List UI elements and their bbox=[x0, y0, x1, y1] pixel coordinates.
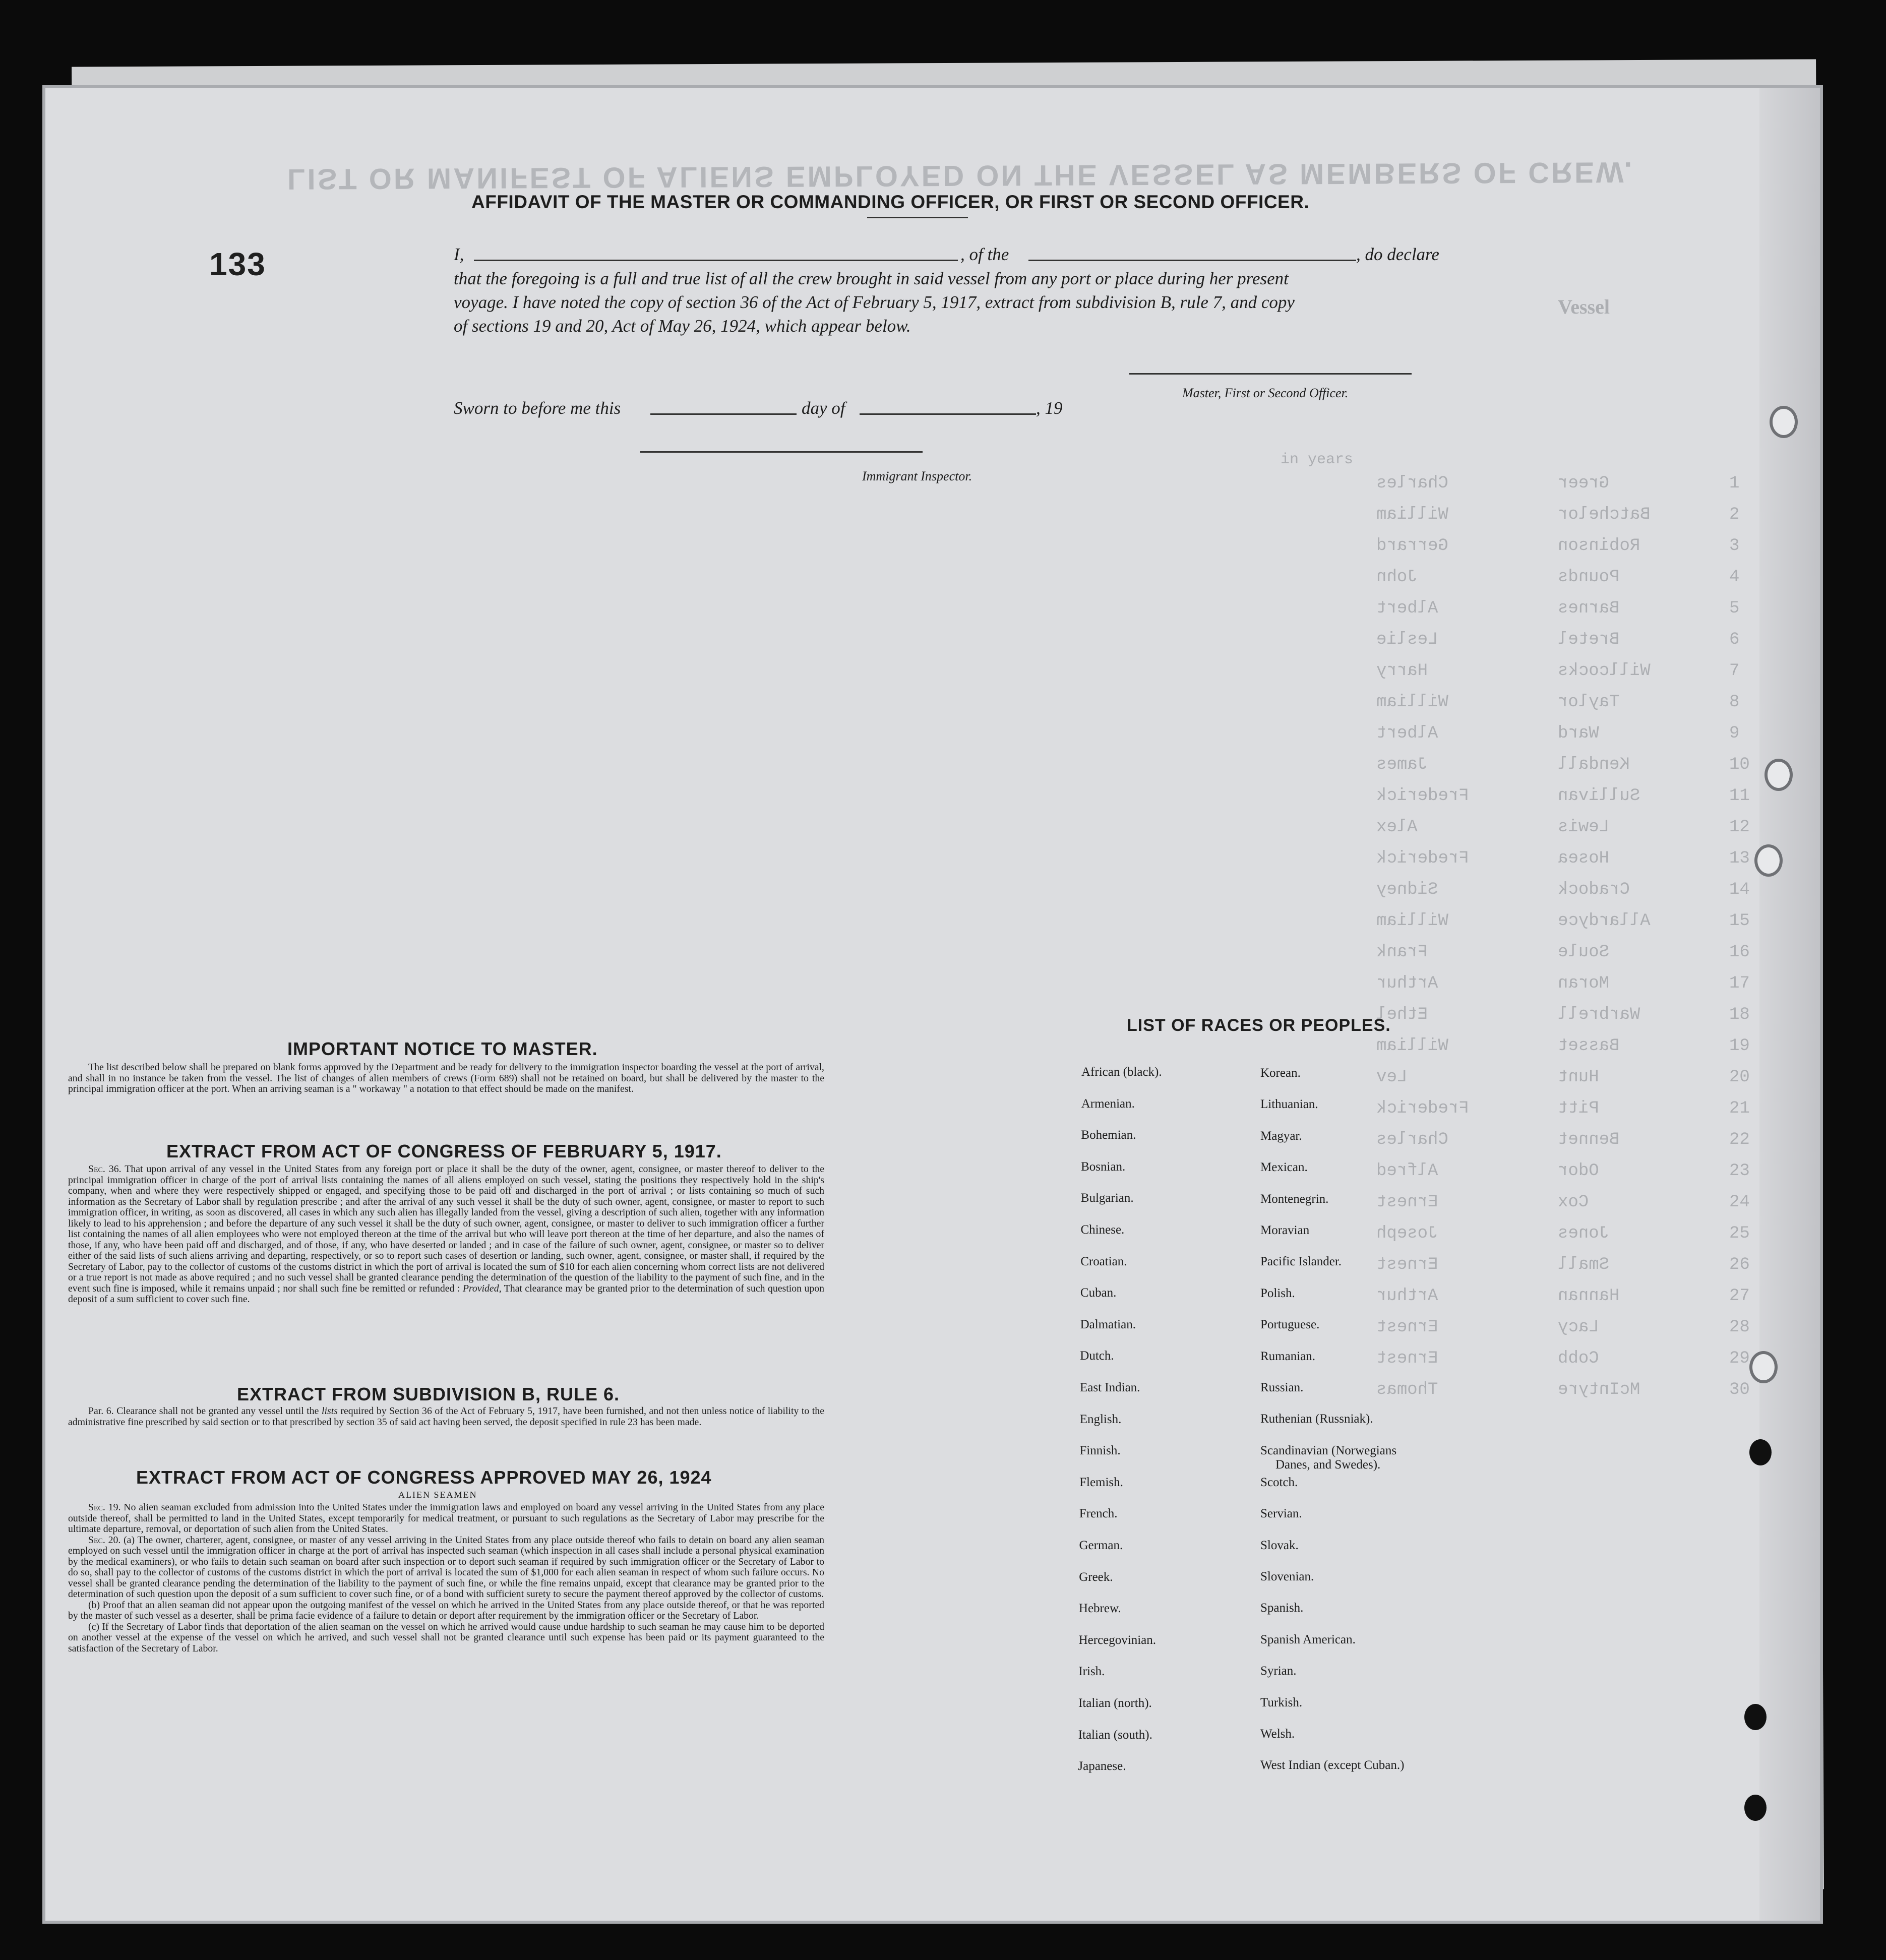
race-item: Montenegrin. bbox=[1260, 1192, 1329, 1206]
master-signature-field[interactable] bbox=[1129, 373, 1412, 375]
bleed-through-age-label: in years bbox=[1281, 451, 1354, 468]
bleed-through-row-number: 11 bbox=[1729, 786, 1750, 806]
bleed-through-surname: Odor bbox=[1558, 1161, 1599, 1181]
sec-20-label: Sec. 20. bbox=[88, 1534, 121, 1546]
bleed-through-surname: Hannan bbox=[1558, 1287, 1620, 1306]
sec-20a-text: (a) The owner, charterer, agent, consignee, or master of any vessel arriving in the United States from any place outside thereof who fails to detain on board any alien seaman employed on such vessel until the immigration officer in charge at the port of arrival has inspected such seaman (which inspection in all cases shall include a personal physical examination by the medical examiners), or who fails to detain such seaman on board after such inspection or to deport such seaman if required by such immigration officer or the Secretary of Labor to do so, shall pay to the collector of customs of the customs district in which the port of arrival is located the sum of $1,000 for each alien seaman in respect of whom such failure occurs. No vessel shall be granted clearance pending the determination of the liability to the payment of such fine, or while the fine remains unpaid, except that clearance may be granted prior to the determination of such question upon the deposit of a sum sufficient to cover such fine, or of a bond with sufficient surety to secure the payment thereof approved by the collector of customs. bbox=[68, 1534, 824, 1600]
bleed-through-given-name: Arthur bbox=[1376, 1287, 1438, 1306]
race-item: Servian. bbox=[1260, 1507, 1302, 1521]
bleed-through-given-name: William bbox=[1376, 693, 1448, 712]
bleed-through-row-number: 19 bbox=[1729, 1036, 1750, 1056]
bleed-through-surname: Moran bbox=[1558, 974, 1610, 993]
race-item: Spanish American. bbox=[1260, 1632, 1356, 1646]
sec-20c-text: (c) If the Secretary of Labor finds that deportation of the alien seaman on the vessel on which he arrived would cause undue hardship to such seaman he may cause him to be deported on another vessel at the expense of the vessel on which he arrived, and such vessel shall not be granted clearance until such expense has been paid or its payment guaranteed to the satisfaction of the Secretary of Labor. bbox=[68, 1621, 824, 1654]
bleed-through-surname: Basset bbox=[1558, 1036, 1620, 1056]
race-item: Spanish. bbox=[1260, 1601, 1304, 1615]
bleed-through-row-number: 23 bbox=[1729, 1161, 1750, 1181]
bleed-through-surname: McIntyre bbox=[1558, 1380, 1640, 1399]
race-item: West Indian (except Cuban.) bbox=[1260, 1758, 1405, 1772]
punch-hole bbox=[1754, 844, 1783, 877]
bleed-through-row-number: 6 bbox=[1729, 630, 1740, 649]
affidavit-of-the: , of the bbox=[960, 244, 1009, 264]
bleed-through-row-number: 20 bbox=[1729, 1068, 1750, 1087]
bleed-through-given-name: Lev bbox=[1376, 1068, 1408, 1087]
bleed-through-row-number: 4 bbox=[1729, 568, 1740, 587]
race-item: Syrian. bbox=[1260, 1664, 1297, 1678]
bleed-through-row-number: 18 bbox=[1729, 1005, 1750, 1024]
bleed-through-row-number: 1 bbox=[1729, 474, 1740, 493]
bleed-through-surname: Greer bbox=[1558, 474, 1610, 493]
bleed-through-row-number: 14 bbox=[1729, 880, 1750, 899]
sec-36-text: That upon arrival of any vessel in the United States from any foreign port or place it shall be the duty of the owner, agent, consignee, or master thereof to deliver to the principal immigration officer in charge of the port of arrival lists containing the names of all aliens employed on such vessel, stating the positions they respectively hold in the ship's company, when and where they were respectively shipped or engaged, and specifying those to be paid off and discharged in the port of arrival ; or lists containing so much of such information as the Secretary of Labor shall by regulation prescribe ; and after the arrival of any such vessel it shall be the duty of such owner, agent, consignee, or master to report to such immigration officer, in writing, as soon as discovered, all cases in which any such alien has illegally landed from the vessel, giving a description of such alien, together with any information likely to lead to his apprehension ; and before the departure of any such vessel it shall be the duty of such owner, agent, consignee, or master to deliver to such immigration officer a further list containing the names of all alien employees who were not employed thereon at the time of the arrival but who will leave port thereon at the time of her departure, and also the names of those, if any, who have been paid off and discharged, and of those, if any, who have deserted or landed ; and in case of the failure of such owner, agent, consignee, or master so to deliver either of the said lists of such aliens arriving and departing, respectively, or so to report such cases of desertion or landing, such owner, agent, consignee, or master shall, if required by the Secretary of Labor, pay to the collector of customs of the customs district in which the port of arrival is located the sum of $10 for each alien concerning whom correct lists are not delivered or a true report is not made as above required ; and no such vessel shall be granted clearance pending the determination of the question of the liability to the payment of such fine, and in the event such fine is imposed, while it remains unpaid ; nor shall such fine be remitted or refunded : bbox=[68, 1163, 824, 1294]
race-item: Italian (north). bbox=[1078, 1696, 1152, 1710]
bleed-through-surname: Cox bbox=[1558, 1193, 1589, 1212]
bleed-through-row-number: 7 bbox=[1729, 661, 1740, 681]
bleed-through-given-name: Ernest bbox=[1376, 1318, 1438, 1337]
bleed-through-surname: Warbrell bbox=[1558, 1005, 1640, 1024]
master-signature-label: Master, First or Second Officer. bbox=[1182, 386, 1349, 400]
proviso-word: Provided, bbox=[462, 1282, 502, 1294]
punch-hole bbox=[1749, 1351, 1778, 1383]
bleed-through-row-number: 29 bbox=[1729, 1349, 1750, 1368]
bleed-through-given-name: Ernest bbox=[1376, 1193, 1438, 1212]
inspector-signature-label: Immigrant Inspector. bbox=[862, 469, 972, 483]
race-item: Hebrew. bbox=[1078, 1602, 1121, 1616]
punch-hole bbox=[1744, 1704, 1767, 1730]
sec-19-text: No alien seaman excluded from admission into the United States under the immigration laws and employed on board any vessel arriving in the United States from any place outside thereof, shall be permitted to land in the United States, except temporarily for medical treatment, or pursuant to such regulations as the Secretary of Labor may prescribe for the ultimate departure, removal, or deportation of such alien from the United States. bbox=[68, 1502, 824, 1535]
proviso-text: That clearance may be granted prior to the determination of such question upon deposit of a sum sufficient to cover such fine. bbox=[68, 1282, 825, 1305]
race-item: Dalmatian. bbox=[1080, 1317, 1136, 1331]
affidavit-declare: , do declare bbox=[1356, 244, 1439, 264]
bleed-through-surname: Ward bbox=[1558, 724, 1599, 743]
bleed-through-surname: Hunt bbox=[1558, 1068, 1599, 1087]
bleed-through-surname: Bennet bbox=[1558, 1130, 1620, 1149]
bleed-through-given-name: Leslie bbox=[1376, 630, 1438, 649]
bleed-through-given-name: Alex bbox=[1376, 818, 1418, 837]
race-item: Armenian. bbox=[1081, 1096, 1135, 1111]
bleed-through-given-name: William bbox=[1376, 505, 1448, 524]
race-item: Cuban. bbox=[1080, 1286, 1117, 1300]
bleed-through-surname: Small bbox=[1558, 1255, 1610, 1274]
rule6-text-b: required by Section 36 of the Act of February 5, 1917, have been furnished, and not then unless notice of liability to the administrative fine prescribed by said section or to that prescribed by section 35 of said act having been served, the deposit specified in rule 23 has been made. bbox=[68, 1405, 824, 1428]
bleed-through-given-name: Frank bbox=[1376, 943, 1428, 962]
race-item: Welsh. bbox=[1260, 1727, 1295, 1741]
bleed-through-given-name: Harry bbox=[1376, 661, 1428, 681]
bleed-through-surname: Bretel bbox=[1558, 630, 1620, 649]
notice-title: IMPORTANT NOTICE TO MASTER. bbox=[287, 1038, 598, 1059]
bleed-through-given-name: John bbox=[1376, 568, 1418, 587]
race-item: Croatian. bbox=[1080, 1254, 1127, 1268]
extract-1917-title: EXTRACT FROM ACT OF CONGRESS OF FEBRUARY 5, 1917. bbox=[166, 1141, 722, 1161]
bleed-through-row-number: 27 bbox=[1729, 1287, 1750, 1306]
punch-hole bbox=[1749, 1439, 1772, 1465]
bleed-through-surname: Pounds bbox=[1558, 568, 1620, 587]
affidavit-line-4: of sections 19 and 20, Act of May 26, 1924, which appear below. bbox=[454, 316, 911, 336]
bleed-through-given-name: Ethel bbox=[1376, 1005, 1428, 1024]
bleed-through-row-number: 28 bbox=[1729, 1318, 1750, 1337]
race-item: Bosnian. bbox=[1081, 1159, 1126, 1174]
bleed-through-surname: Taylor bbox=[1558, 693, 1620, 712]
sec-20b-text: (b) Proof that an alien seaman did not appear upon the outgoing manifest of the vessel on which he arrived in the United States from any place outside thereof, or that he was reported by the master of such vessel as a deserter, shall be prima facie evidence of a failure to detain or deport after requirement by the immigration officer or the Secretary of Labor. bbox=[68, 1599, 824, 1621]
race-item: Greek. bbox=[1079, 1570, 1113, 1584]
day-of-text: day of bbox=[802, 398, 845, 418]
race-item: English. bbox=[1079, 1412, 1122, 1426]
race-item: Rumanian. bbox=[1260, 1349, 1316, 1363]
race-item: African (black). bbox=[1081, 1065, 1162, 1079]
bleed-through-row-number: 17 bbox=[1729, 974, 1750, 993]
bleed-through-given-name: William bbox=[1376, 911, 1448, 931]
affidavit-line-2: that the foregoing is a full and true list of all the crew brought in said vessel from any port or place during her present bbox=[454, 269, 1289, 288]
bleed-through-row-number: 25 bbox=[1729, 1224, 1750, 1243]
punch-hole bbox=[1770, 406, 1798, 438]
race-item: Pacific Islander. bbox=[1260, 1255, 1342, 1269]
races-title: LIST OF RACES OR PEOPLES. bbox=[1127, 1016, 1391, 1035]
bleed-through-row-number: 15 bbox=[1729, 911, 1750, 931]
bleed-through-surname: Cradock bbox=[1558, 880, 1630, 899]
race-item: Slovak. bbox=[1260, 1538, 1299, 1552]
bleed-through-title: LIST OR MANIFEST OF ALIENS EMPLOYED ON THE VESSEL AS MEMBERS OF CREW. bbox=[287, 156, 1634, 196]
bleed-through-surname: Willcocks bbox=[1558, 661, 1651, 681]
punch-hole bbox=[1744, 1795, 1767, 1821]
race-item: Dutch. bbox=[1080, 1349, 1114, 1363]
bleed-through-given-name: William bbox=[1376, 1036, 1448, 1056]
bleed-through-row-number: 5 bbox=[1729, 599, 1740, 618]
notice-body bbox=[68, 1062, 824, 1095]
bleed-through-row-number: 3 bbox=[1729, 536, 1740, 556]
affidavit-line-3: voyage. I have noted the copy of section 36 of the Act of February 5, 1917, extract from subdivision B, rule 7, and copy bbox=[454, 292, 1295, 312]
sworn-day-field[interactable] bbox=[650, 413, 797, 415]
inspector-signature-field[interactable] bbox=[640, 451, 923, 453]
race-item: German. bbox=[1079, 1539, 1123, 1552]
bleed-through-row-number: 24 bbox=[1729, 1193, 1750, 1212]
bleed-through-row-number: 21 bbox=[1729, 1099, 1750, 1118]
vessel-name-field[interactable] bbox=[1028, 260, 1356, 261]
race-item: Italian (south). bbox=[1078, 1728, 1152, 1742]
bleed-through-given-name: Charles bbox=[1376, 474, 1448, 493]
bleed-through-surname: Batchelor bbox=[1558, 505, 1651, 524]
bleed-through-given-name: Frederick bbox=[1376, 786, 1469, 806]
rule6-text-a: Par. 6. Clearance shall not be granted any vessel until the bbox=[88, 1405, 322, 1417]
page-number: 133 bbox=[209, 246, 266, 282]
year-prefix: , 19 bbox=[1036, 398, 1063, 418]
race-item: Flemish. bbox=[1079, 1475, 1123, 1489]
bleed-through-row-number: 12 bbox=[1729, 818, 1750, 837]
bleed-through-given-name: Alfred bbox=[1376, 1161, 1438, 1181]
race-item: Mexican. bbox=[1260, 1160, 1308, 1175]
bleed-through-surname: Sullivan bbox=[1558, 786, 1640, 806]
bleed-through-surname: Hosea bbox=[1558, 849, 1610, 868]
bleed-through-row-number: 8 bbox=[1729, 693, 1740, 712]
bleed-through-surname: Lewis bbox=[1558, 818, 1610, 837]
bleed-through-surname: Allardyce bbox=[1558, 911, 1651, 931]
bleed-through-given-name: Gerrard bbox=[1376, 536, 1448, 556]
race-item: East Indian. bbox=[1080, 1381, 1140, 1394]
race-item: Bohemian. bbox=[1081, 1128, 1136, 1142]
extract-1917-body bbox=[68, 1164, 824, 1305]
bleed-through-row-number: 16 bbox=[1729, 943, 1750, 962]
race-item: Portuguese. bbox=[1260, 1318, 1320, 1332]
notice-text: The list described below shall be prepared on blank forms approved by the Department and be ready for delivery to the immigration inspector boarding the vessel at the port of arrival, and shall in no instance be taken from the vessel. The list of changes of alien members of crews (Form 689) shall not be retained on board, but shall be delivered by the master to the principal immigration officer at the port. When an arriving seaman is a " workaway " a notation to that effect should be made on the manifest. bbox=[68, 1062, 824, 1094]
race-item: Polish. bbox=[1260, 1286, 1295, 1300]
bleed-through-given-name: Ernest bbox=[1376, 1255, 1438, 1274]
bleed-through-surname: Lacy bbox=[1558, 1318, 1599, 1337]
title-rule bbox=[867, 217, 968, 218]
bleed-through-given-name: Ernest bbox=[1376, 1349, 1438, 1368]
bleed-through-given-name: Frederick bbox=[1376, 849, 1469, 868]
bleed-through-surname: Pitt bbox=[1558, 1099, 1599, 1118]
bleed-through-row-number: 10 bbox=[1729, 755, 1750, 774]
sworn-month-field[interactable] bbox=[860, 413, 1036, 415]
race-item: Chinese. bbox=[1080, 1223, 1125, 1237]
sheet-edge bbox=[1759, 88, 1820, 1921]
bleed-through-surname: Barnes bbox=[1558, 599, 1620, 618]
bleed-through-surname: Cobb bbox=[1558, 1349, 1599, 1368]
bleed-through-given-name: Frederick bbox=[1376, 1099, 1469, 1118]
bleed-through-row-number: 9 bbox=[1729, 724, 1740, 743]
rule6-lists-word: lists bbox=[322, 1405, 338, 1417]
race-item: Russian. bbox=[1260, 1381, 1304, 1394]
race-item: Hercegovinian. bbox=[1078, 1633, 1156, 1647]
bleed-through-surname: Robinson bbox=[1558, 536, 1640, 556]
race-item: Magyar. bbox=[1260, 1129, 1302, 1143]
extract-rule6-body bbox=[68, 1406, 824, 1428]
bleed-through-given-name: Albert bbox=[1376, 599, 1438, 618]
race-item: Ruthenian (Russniak). bbox=[1260, 1412, 1373, 1426]
sec-19-label: Sec. 19. bbox=[88, 1502, 121, 1513]
affidavit-i: I, bbox=[454, 244, 464, 264]
affidavit-title: AFFIDAVIT OF THE MASTER OR COMMANDING OFFICER, OR FIRST OR SECOND OFFICER. bbox=[471, 192, 1310, 212]
bleed-through-given-name: Charles bbox=[1376, 1130, 1448, 1149]
master-name-field[interactable] bbox=[474, 260, 958, 261]
race-item: Scandinavian (Norwegians bbox=[1260, 1443, 1397, 1457]
sec-36-label: Sec. 36. bbox=[88, 1163, 121, 1175]
race-item: Scotch. bbox=[1260, 1475, 1298, 1489]
race-item: Lithuanian. bbox=[1260, 1097, 1318, 1112]
race-item: Turkish. bbox=[1260, 1695, 1303, 1709]
bleed-through-surname: Kendall bbox=[1558, 755, 1630, 774]
extract-rule6-title: EXTRACT FROM SUBDIVISION B, RULE 6. bbox=[237, 1384, 620, 1404]
bleed-through-row-number: 30 bbox=[1729, 1380, 1750, 1399]
race-item: Bulgarian. bbox=[1080, 1191, 1134, 1205]
sworn-text: Sworn to before me this bbox=[454, 398, 621, 418]
punch-hole bbox=[1765, 759, 1793, 791]
extract-1924-subtitle: ALIEN SEAMEN bbox=[398, 1490, 477, 1500]
bleed-through-row-number: 2 bbox=[1729, 505, 1740, 524]
bleed-through-row-number: 26 bbox=[1729, 1255, 1750, 1274]
bleed-through-vessel-label: Vessel bbox=[1558, 295, 1610, 318]
extract-1924-title: EXTRACT FROM ACT OF CONGRESS APPROVED MAY 26, 1924 bbox=[136, 1467, 712, 1488]
bleed-through-given-name: Arthur bbox=[1376, 974, 1438, 993]
bleed-through-given-name: Albert bbox=[1376, 724, 1438, 743]
race-item: Irish. bbox=[1078, 1665, 1105, 1679]
race-item: Finnish. bbox=[1079, 1444, 1121, 1458]
race-item: Korean. bbox=[1260, 1066, 1301, 1080]
bleed-through-given-name: James bbox=[1376, 755, 1428, 774]
bleed-through-surname: Soule bbox=[1558, 943, 1610, 962]
race-item: Japanese. bbox=[1078, 1759, 1126, 1773]
bleed-through-row-number: 13 bbox=[1729, 849, 1750, 868]
form-sheet bbox=[45, 88, 1820, 1921]
bleed-through-given-name: Joseph bbox=[1376, 1224, 1438, 1243]
race-item: Danes, and Swedes). bbox=[1275, 1457, 1381, 1472]
race-item: Slovenian. bbox=[1260, 1570, 1314, 1583]
race-item: Moravian bbox=[1260, 1223, 1310, 1237]
extract-1924-body bbox=[68, 1502, 824, 1654]
bleed-through-surname: Jones bbox=[1558, 1224, 1610, 1243]
bleed-through-row-number: 22 bbox=[1729, 1130, 1750, 1149]
race-item: French. bbox=[1079, 1507, 1118, 1521]
bleed-through-given-name: Thomas bbox=[1376, 1380, 1438, 1399]
bleed-through-given-name: Sidney bbox=[1376, 880, 1438, 899]
